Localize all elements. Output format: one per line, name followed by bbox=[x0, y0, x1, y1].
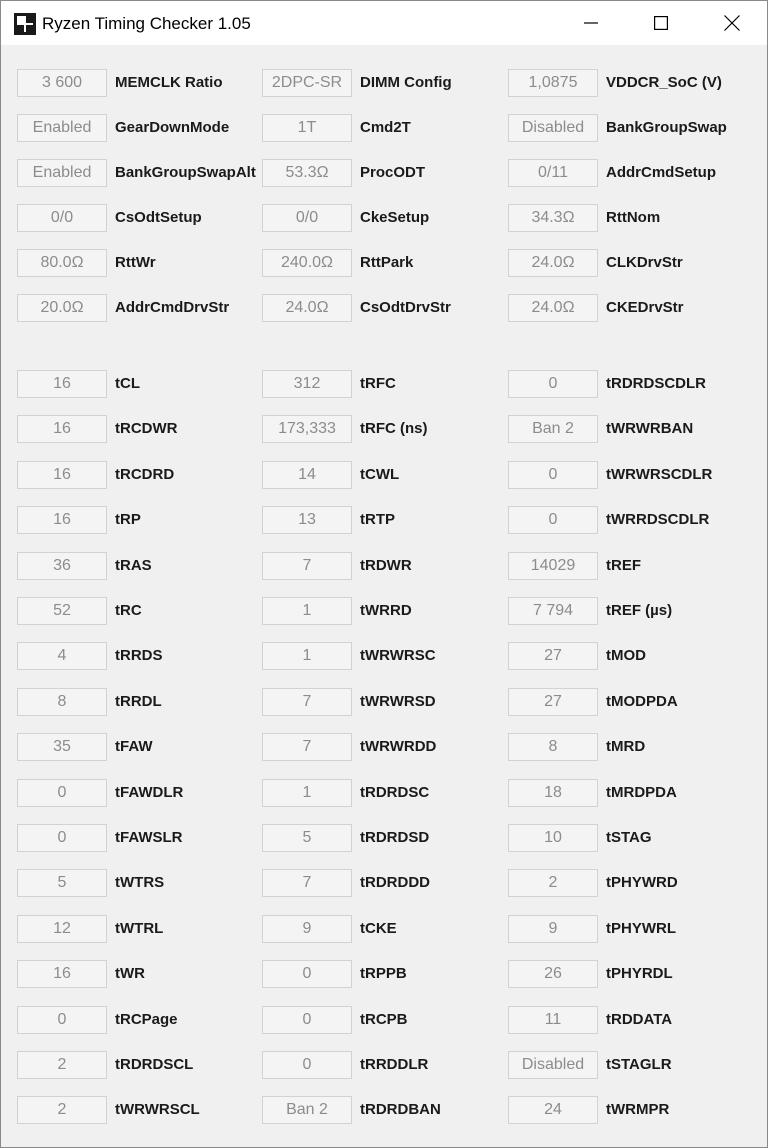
setting-value-field[interactable]: 80.0Ω bbox=[17, 249, 107, 277]
app-logo-icon bbox=[14, 13, 36, 35]
setting-value-field[interactable]: 5 bbox=[262, 824, 352, 852]
settings-row bbox=[1, 506, 767, 534]
close-button[interactable] bbox=[697, 1, 767, 45]
setting-label: DIMM Config bbox=[360, 74, 452, 91]
setting-label: tMRDPDA bbox=[606, 784, 677, 801]
setting-value-field[interactable]: 14029 bbox=[508, 552, 598, 580]
setting-label: RttWr bbox=[115, 254, 156, 271]
setting-label: tFAWDLR bbox=[115, 784, 184, 801]
setting-label: tWRRDSCDLR bbox=[606, 511, 710, 528]
setting-label: tRCPage bbox=[115, 1011, 178, 1028]
setting-value-field[interactable]: 10 bbox=[508, 824, 598, 852]
setting-value-field[interactable]: 1 bbox=[262, 642, 352, 670]
setting-value-field[interactable]: 0 bbox=[508, 461, 598, 489]
setting-label: tRCDRD bbox=[115, 466, 175, 483]
setting-label: tCWL bbox=[360, 466, 400, 483]
setting-value-field[interactable]: Disabled bbox=[508, 1051, 598, 1079]
setting-value-field[interactable]: 34.3Ω bbox=[508, 204, 598, 232]
setting-value-field[interactable]: 0 bbox=[262, 1051, 352, 1079]
setting-label: AddrCmdSetup bbox=[606, 164, 716, 181]
setting-value-field[interactable]: 12 bbox=[17, 915, 107, 943]
setting-value-field[interactable]: 16 bbox=[17, 370, 107, 398]
setting-value-field[interactable]: Ban 2 bbox=[262, 1096, 352, 1124]
setting-label: tMODPDA bbox=[606, 693, 678, 710]
settings-row bbox=[1, 960, 767, 988]
setting-value-field[interactable]: 24.0Ω bbox=[262, 294, 352, 322]
setting-label: tRTP bbox=[360, 511, 395, 528]
maximize-icon bbox=[654, 16, 668, 30]
settings-row bbox=[1, 370, 767, 398]
setting-value-field[interactable]: 3 600 bbox=[17, 69, 107, 97]
setting-value-field[interactable]: Enabled bbox=[17, 159, 107, 187]
title-bar[interactable] bbox=[1, 1, 767, 45]
setting-label: tWTRS bbox=[115, 874, 165, 891]
setting-label: tWR bbox=[115, 965, 145, 982]
settings-row bbox=[1, 461, 767, 489]
settings-row bbox=[1, 159, 767, 187]
setting-label: tWRWRSC bbox=[360, 647, 436, 664]
settings-row bbox=[1, 69, 767, 97]
setting-value-field[interactable]: 26 bbox=[508, 960, 598, 988]
setting-label: tREF (µs) bbox=[606, 602, 673, 619]
setting-label: RttNom bbox=[606, 209, 661, 226]
setting-label: tSTAGLR bbox=[606, 1056, 672, 1073]
setting-label: tCL bbox=[115, 375, 140, 392]
minimize-button[interactable] bbox=[556, 1, 626, 45]
setting-value-field[interactable]: 24 bbox=[508, 1096, 598, 1124]
setting-label: tWRRD bbox=[360, 602, 412, 619]
setting-label: Cmd2T bbox=[360, 119, 411, 136]
setting-label: tRDRDBAN bbox=[360, 1101, 441, 1118]
setting-label: tPHYWRL bbox=[606, 920, 676, 937]
setting-value-field[interactable]: 0 bbox=[17, 779, 107, 807]
setting-value-field[interactable]: 20.0Ω bbox=[17, 294, 107, 322]
setting-label: RttPark bbox=[360, 254, 414, 271]
setting-value-field[interactable]: 0 bbox=[262, 1006, 352, 1034]
minimize-icon bbox=[584, 16, 598, 30]
setting-label: tWRWRBAN bbox=[606, 420, 694, 437]
setting-value-field[interactable]: 2 bbox=[17, 1096, 107, 1124]
setting-value-field[interactable]: 0/0 bbox=[17, 204, 107, 232]
setting-value-field[interactable]: 7 794 bbox=[508, 597, 598, 625]
setting-value-field[interactable]: 2 bbox=[508, 869, 598, 897]
setting-value-field[interactable]: 7 bbox=[262, 869, 352, 897]
setting-value-field[interactable]: 0 bbox=[262, 960, 352, 988]
setting-value-field[interactable]: 36 bbox=[17, 552, 107, 580]
setting-label: tWRWRDD bbox=[360, 738, 437, 755]
setting-label: tMOD bbox=[606, 647, 646, 664]
setting-value-field[interactable]: 4 bbox=[17, 642, 107, 670]
setting-label: CkeSetup bbox=[360, 209, 430, 226]
setting-value-field[interactable]: 14 bbox=[262, 461, 352, 489]
setting-label: tPHYWRD bbox=[606, 874, 678, 891]
close-icon bbox=[724, 15, 740, 31]
setting-label: tRC bbox=[115, 602, 142, 619]
setting-value-field[interactable]: 53.3Ω bbox=[262, 159, 352, 187]
setting-label: tWTRL bbox=[115, 920, 164, 937]
setting-value-field[interactable]: 0 bbox=[17, 1006, 107, 1034]
setting-value-field[interactable]: 5 bbox=[17, 869, 107, 897]
setting-value-field[interactable]: 16 bbox=[17, 415, 107, 443]
setting-label: CLKDrvStr bbox=[606, 254, 683, 271]
setting-label: tRAS bbox=[115, 557, 152, 574]
setting-label: VDDCR_SoC (V) bbox=[606, 74, 722, 91]
settings-row bbox=[1, 415, 767, 443]
setting-value-field[interactable]: 16 bbox=[17, 506, 107, 534]
setting-value-field[interactable]: 13 bbox=[262, 506, 352, 534]
setting-value-field[interactable]: 0/0 bbox=[262, 204, 352, 232]
setting-label: tRRDL bbox=[115, 693, 162, 710]
settings-row bbox=[1, 597, 767, 625]
setting-label: tRPPB bbox=[360, 965, 407, 982]
settings-row bbox=[1, 294, 767, 322]
setting-label: tRDRDSCDLR bbox=[606, 375, 706, 392]
setting-label: tRDDATA bbox=[606, 1011, 673, 1028]
setting-label: tRDWR bbox=[360, 557, 412, 574]
setting-value-field[interactable]: 0 bbox=[508, 506, 598, 534]
setting-value-field[interactable]: Enabled bbox=[17, 114, 107, 142]
setting-label: tRRDS bbox=[115, 647, 163, 664]
setting-label: tRDRDSCL bbox=[115, 1056, 194, 1073]
setting-label: tMRD bbox=[606, 738, 646, 755]
setting-value-field[interactable]: 16 bbox=[17, 960, 107, 988]
setting-value-field[interactable]: 35 bbox=[17, 733, 107, 761]
setting-label: CsOdtSetup bbox=[115, 209, 202, 226]
setting-label: tRDRDSC bbox=[360, 784, 430, 801]
setting-label: tWRWRSCDLR bbox=[606, 466, 713, 483]
settings-row bbox=[1, 869, 767, 897]
setting-label: tRDRDSD bbox=[360, 829, 430, 846]
setting-label: BankGroupSwapAlt bbox=[115, 164, 256, 181]
window-title: Ryzen Timing Checker 1.05 bbox=[42, 14, 251, 33]
setting-value-field[interactable]: 1T bbox=[262, 114, 352, 142]
setting-label: tRFC (ns) bbox=[360, 420, 428, 437]
settings-row bbox=[1, 733, 767, 761]
setting-value-field[interactable]: 0/11 bbox=[508, 159, 598, 187]
setting-value-field[interactable]: 7 bbox=[262, 688, 352, 716]
setting-value-field[interactable]: 1 bbox=[262, 779, 352, 807]
setting-label: tFAW bbox=[115, 738, 153, 755]
setting-label: CKEDrvStr bbox=[606, 299, 684, 316]
setting-label: tREF bbox=[606, 557, 641, 574]
setting-value-field[interactable]: 240.0Ω bbox=[262, 249, 352, 277]
setting-value-field[interactable]: 9 bbox=[262, 915, 352, 943]
settings-row bbox=[1, 249, 767, 277]
setting-value-field[interactable]: Ban 2 bbox=[508, 415, 598, 443]
setting-value-field[interactable]: Disabled bbox=[508, 114, 598, 142]
setting-value-field[interactable]: 0 bbox=[17, 824, 107, 852]
settings-row bbox=[1, 552, 767, 580]
settings-row bbox=[1, 1051, 767, 1079]
setting-label: tRFC bbox=[360, 375, 396, 392]
setting-label: BankGroupSwap bbox=[606, 119, 727, 136]
setting-label: tWRWRSD bbox=[360, 693, 436, 710]
setting-value-field[interactable]: 0 bbox=[508, 370, 598, 398]
setting-label: CsOdtDrvStr bbox=[360, 299, 451, 316]
setting-label: tSTAG bbox=[606, 829, 652, 846]
settings-row bbox=[1, 642, 767, 670]
setting-label: GearDownMode bbox=[115, 119, 230, 136]
setting-value-field[interactable]: 7 bbox=[262, 552, 352, 580]
setting-value-field[interactable]: 9 bbox=[508, 915, 598, 943]
settings-row bbox=[1, 688, 767, 716]
setting-value-field[interactable]: 7 bbox=[262, 733, 352, 761]
setting-value-field[interactable]: 2DPC-SR bbox=[262, 69, 352, 97]
setting-label: ProcODT bbox=[360, 164, 426, 181]
setting-value-field[interactable]: 1,0875 bbox=[508, 69, 598, 97]
settings-row bbox=[1, 114, 767, 142]
setting-value-field[interactable]: 16 bbox=[17, 461, 107, 489]
setting-label: tFAWSLR bbox=[115, 829, 183, 846]
setting-label: tPHYRDL bbox=[606, 965, 673, 982]
setting-value-field[interactable]: 11 bbox=[508, 1006, 598, 1034]
setting-label: AddrCmdDrvStr bbox=[115, 299, 230, 316]
settings-row bbox=[1, 1006, 767, 1034]
setting-value-field[interactable]: 27 bbox=[508, 642, 598, 670]
setting-value-field[interactable]: 1 bbox=[262, 597, 352, 625]
setting-label: tRDRDDD bbox=[360, 874, 430, 891]
setting-value-field[interactable]: 24.0Ω bbox=[508, 294, 598, 322]
setting-value-field[interactable]: 52 bbox=[17, 597, 107, 625]
setting-value-field[interactable]: 8 bbox=[17, 688, 107, 716]
setting-value-field[interactable]: 18 bbox=[508, 779, 598, 807]
setting-value-field[interactable]: 173,333 bbox=[262, 415, 352, 443]
settings-row bbox=[1, 204, 767, 232]
setting-label: tWRMPR bbox=[606, 1101, 670, 1118]
setting-value-field[interactable]: 8 bbox=[508, 733, 598, 761]
setting-value-field[interactable]: 2 bbox=[17, 1051, 107, 1079]
setting-label: tRCPB bbox=[360, 1011, 408, 1028]
setting-label: tCKE bbox=[360, 920, 397, 937]
maximize-button[interactable] bbox=[626, 1, 696, 45]
setting-label: tWRWRSCL bbox=[115, 1101, 200, 1118]
setting-label: MEMCLK Ratio bbox=[115, 74, 223, 91]
settings-row bbox=[1, 915, 767, 943]
settings-row bbox=[1, 1096, 767, 1124]
setting-value-field[interactable]: 24.0Ω bbox=[508, 249, 598, 277]
setting-value-field[interactable]: 27 bbox=[508, 688, 598, 716]
setting-label: tRCDWR bbox=[115, 420, 178, 437]
setting-label: tRP bbox=[115, 511, 141, 528]
setting-value-field[interactable]: 312 bbox=[262, 370, 352, 398]
settings-row bbox=[1, 779, 767, 807]
setting-label: tRRDDLR bbox=[360, 1056, 429, 1073]
settings-row bbox=[1, 824, 767, 852]
